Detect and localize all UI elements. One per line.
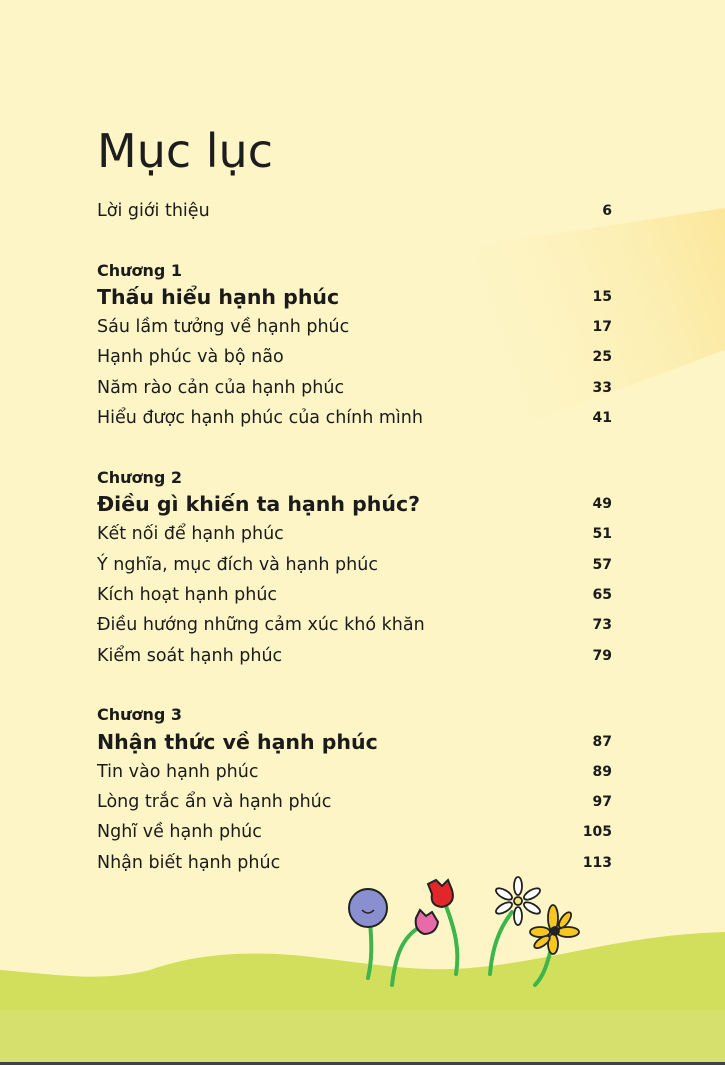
chapter-title-entry[interactable] [97,489,612,519]
page-title: Mục lục [97,124,273,178]
entry-page: 57 [592,556,612,573]
entry-label: Tin vào hạnh phúc [97,761,259,782]
entry-page: 105 [582,824,612,841]
chapter-title: Nhận thức về hạnh phúc [97,729,378,754]
purple-flower-icon [349,889,387,927]
entry-page: 51 [592,526,612,543]
entry-page: 17 [592,319,612,336]
entry-page: 87 [592,733,612,750]
entry-page: 73 [592,617,612,634]
toc-entry[interactable] [97,580,612,610]
entry-label: Lời giới thiệu [97,201,210,221]
chapter-title: Thấu hiểu hạnh phúc [97,285,340,309]
toc-entry[interactable] [97,312,612,342]
entry-page: 25 [592,349,612,366]
entry-page: 49 [592,496,612,513]
entry-page: 113 [582,854,612,871]
toc-entry[interactable] [97,403,612,433]
entry-label: Lòng trắc ẩn và hạnh phúc [97,792,332,813]
entry-label: Hạnh phúc và bộ não [97,347,284,368]
entry-label: Năm rào cản của hạnh phúc [97,377,345,398]
entry-label: Sáu lầm tưởng về hạnh phúc [97,317,350,338]
entry-label: Kết nối để hạnh phúc [97,524,284,545]
entry-label: Điều hướng những cảm xúc khó khăn [97,615,425,636]
chapter-title-entry[interactable] [97,727,612,757]
toc-entry[interactable] [97,640,612,670]
table-of-contents [97,196,612,878]
entry-label: Nhận biết hạnh phúc [97,852,281,873]
entry-page: 33 [592,379,612,396]
red-tulip-icon [428,880,453,907]
entry-page: 79 [592,647,612,664]
entry-label: Ý nghĩa, mục đích và hạnh phúc [97,554,378,575]
toc-entry[interactable] [97,373,612,403]
chapter-title: Điều gì khiến ta hạnh phúc? [97,492,420,517]
entry-page: 97 [592,794,612,811]
toc-entry[interactable] [97,342,612,372]
grass-band [0,1010,725,1065]
entry-page: 6 [602,203,612,219]
entry-page: 15 [592,289,612,305]
toc-entry[interactable] [97,610,612,640]
toc-entry[interactable] [97,519,612,549]
toc-entry-intro[interactable] [97,196,612,226]
toc-entry[interactable] [97,549,612,579]
chapter-title-entry[interactable] [97,282,612,312]
chapter-label: Chương 2 [97,467,183,487]
chapter-label: Chương 3 [97,705,183,725]
entry-label: Kích hoạt hạnh phúc [97,584,278,605]
entry-page: 65 [592,586,612,603]
flower-hill-illustration [0,870,725,1065]
chapter-label: Chương 1 [97,260,183,280]
entry-label: Hiểu được hạnh phúc của chính mình [97,408,423,429]
pink-tulip-icon [416,910,438,934]
toc-entry[interactable] [97,757,612,787]
toc-entry[interactable] [97,817,612,847]
white-flower-icon [494,877,542,925]
entry-label: Kiểm soát hạnh phúc [97,645,283,666]
entry-page: 41 [592,410,612,427]
entry-label: Nghĩ về hạnh phúc [97,822,262,843]
entry-page: 89 [592,763,612,780]
toc-entry[interactable] [97,787,612,817]
